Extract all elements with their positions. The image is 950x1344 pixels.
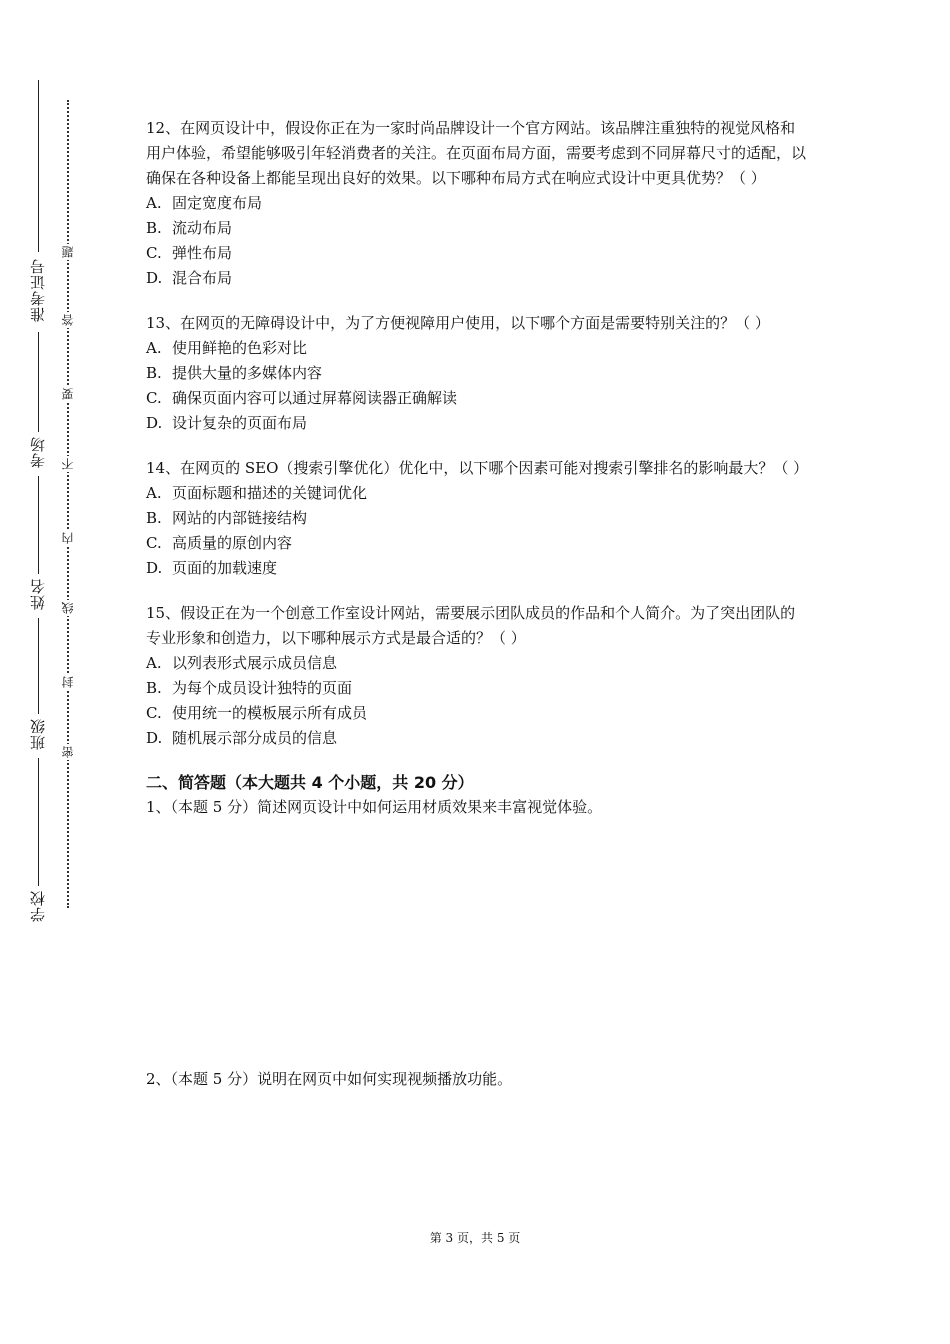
section-title: 二、简答题（本大题共 4 个小题，共 20 分）	[146, 773, 474, 792]
option-d: D. 混合布局	[146, 269, 233, 287]
option-d: D. 随机展示部分成员的信息	[146, 729, 338, 747]
option-b: B. 流动布局	[146, 219, 233, 237]
question-stem: 15、假设正在为一个创意工作室设计网站，需要展示团队成员的作品和个人简介。为了突出团队的专业形象和创造力，以下哪种展示方式是最合适的？（ ）	[146, 604, 796, 647]
option-a: A. 页面标题和描述的关键词优化	[146, 484, 368, 502]
question-15	[146, 601, 810, 751]
option-c: C. 使用统一的模板展示所有成员	[146, 704, 368, 722]
seal-char: 内	[61, 532, 75, 544]
option-c: C. 弹性布局	[146, 244, 233, 262]
seal-dotted-line	[67, 100, 69, 908]
option-c: C. 确保页面内容可以通过屏幕阅读器正确解读	[146, 389, 458, 407]
label-name: 姓名	[29, 578, 47, 610]
label-school: 学校	[29, 890, 47, 922]
question-14	[146, 456, 810, 581]
option-d: D. 页面的加载速度	[146, 559, 278, 577]
page-footer: 第 3 页，共 5 页	[429, 1231, 521, 1245]
fill-line-exam-id	[38, 80, 39, 252]
binding-margin	[14, 80, 58, 930]
fill-line-school	[38, 758, 39, 886]
option-b: B. 网站的内部链接结构	[146, 509, 308, 527]
seal-char: 密	[61, 746, 75, 758]
option-a: A. 以列表形式展示成员信息	[146, 654, 338, 672]
fill-line-class	[38, 618, 39, 714]
seal-char: 线	[61, 602, 75, 614]
question-stem: 12、在网页设计中，假设你正在为一家时尚品牌设计一个官方网站。该品牌注重独特的视觉风格和用户体验，希望能够吸引年轻消费者的关注。在页面布局方面，需要考虑到不同屏幕尺寸的适配，以确保在各种设备上都能呈现出良好的效果。以下哪种布局方式在响应式设计中更具优势？（ ）	[146, 119, 807, 187]
question-13	[146, 311, 810, 436]
short-answer-2: 2、（本题 5 分）说明在网页中如何实现视频播放功能。	[146, 1070, 513, 1088]
seal-char: 答	[61, 314, 75, 326]
short-answer-1: 1、（本题 5 分）简述网页设计中如何运用材质效果来丰富视觉体验。	[146, 798, 603, 816]
option-d: D. 设计复杂的页面布局	[146, 414, 308, 432]
seal-char: 要	[61, 388, 75, 400]
seal-char: 题	[61, 246, 75, 258]
seal-char: 不	[61, 458, 75, 470]
option-a: A. 使用鲜艳的色彩对比	[146, 339, 308, 357]
option-a: A. 固定宽度布局	[146, 194, 263, 212]
option-b: B. 为每个成员设计独特的页面	[146, 679, 353, 697]
label-class: 班级	[29, 718, 47, 750]
label-room: 考场	[29, 436, 47, 468]
option-b: B. 提供大量的多媒体内容	[146, 364, 323, 382]
option-c: C. 高质量的原创内容	[146, 534, 293, 552]
exam-content	[146, 116, 810, 820]
seal-char: 封	[61, 676, 75, 688]
question-stem: 14、在网页的 SEO（搜索引擎优化）优化中，以下哪个因素可能对搜索引擎排名的影响最大？（ ）	[146, 459, 809, 477]
label-exam-id: 准考证号	[29, 258, 47, 322]
question-stem: 13、在网页的无障碍设计中，为了方便视障用户使用，以下哪个方面是需要特别关注的？（ ）	[146, 314, 770, 332]
fill-line-name	[38, 476, 39, 574]
question-12	[146, 116, 810, 291]
fill-line-room	[38, 332, 39, 432]
